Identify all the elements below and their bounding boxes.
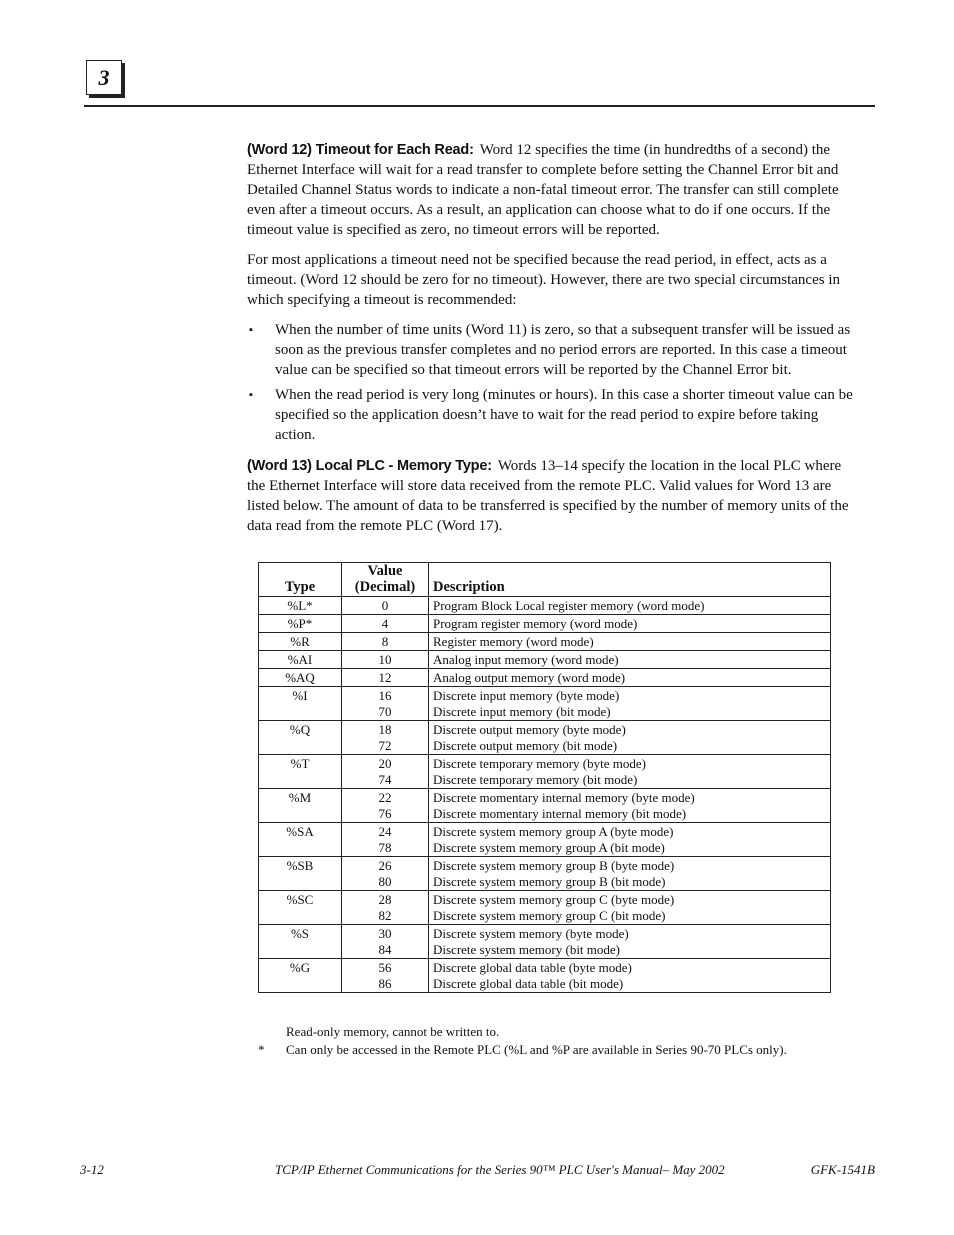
table-row xyxy=(259,789,831,823)
value-line: 8 xyxy=(381,634,389,649)
bullet-icon: ▪ xyxy=(249,389,253,401)
cell-type: %AI xyxy=(259,651,342,669)
value-line: 78 xyxy=(378,840,392,855)
value-line: 70 xyxy=(378,704,392,719)
header-value xyxy=(342,563,429,597)
cell-type: %AQ xyxy=(259,669,342,687)
description-line: Register memory (word mode) xyxy=(433,634,594,649)
word12-intro: Word 12 specifies the time (in hundredths of a second) the Ethernet Interface will wait for a read transfer to complete before setting the Channel Error bit and Detailed Channel Status words to indicate a non-fatal timeout error. The transfer can still complete even after a timeout occurs. As a result, an application can choose what to do if one occurs. If the timeout value is specified as zero, no timeout errors will be reported. xyxy=(247,142,839,238)
note-text: Can only be accessed in the Remote PLC (%L and %P are available in Series 90-70 PLCs only). xyxy=(286,1042,787,1057)
bullet-icon: ▪ xyxy=(249,324,253,336)
description-line: Discrete system memory group C (bit mode) xyxy=(433,908,666,923)
cell-value xyxy=(342,687,429,721)
list-item xyxy=(247,320,859,380)
cell-type: %SB xyxy=(259,857,342,891)
description-line: Discrete momentary internal memory (bit mode) xyxy=(433,806,687,821)
memory-type-table xyxy=(258,562,831,993)
cell-type: %M xyxy=(259,789,342,823)
description-line: Discrete input memory (byte mode) xyxy=(433,688,620,703)
value-line: 12 xyxy=(378,670,392,685)
value-line: 28 xyxy=(378,892,392,907)
word12-paragraph xyxy=(247,140,859,240)
timeout-bullet-list xyxy=(247,320,859,445)
description-line: Program Block Local register memory (word mode) xyxy=(433,598,705,613)
word12-heading: (Word 12) Timeout for Each Read: xyxy=(247,142,474,158)
cell-value xyxy=(342,651,429,669)
table-row xyxy=(259,959,831,993)
value-line: 82 xyxy=(378,908,392,923)
cell-description xyxy=(429,615,831,633)
value-line: 24 xyxy=(378,824,392,839)
cell-description xyxy=(429,721,831,755)
cell-type: %T xyxy=(259,755,342,789)
word13-heading: (Word 13) Local PLC - Memory Type: xyxy=(247,458,492,474)
value-line: 0 xyxy=(381,598,389,613)
description-line: Discrete global data table (byte mode) xyxy=(433,960,632,975)
cell-description xyxy=(429,687,831,721)
value-line: 80 xyxy=(378,874,392,889)
note-mark: * xyxy=(258,1042,265,1057)
cell-value xyxy=(342,597,429,615)
table-header-row xyxy=(259,563,831,597)
cell-value xyxy=(342,857,429,891)
description-line: Analog input memory (word mode) xyxy=(433,652,619,667)
page-number: 3-12 xyxy=(80,1162,104,1177)
cell-description xyxy=(429,891,831,925)
bullet-text: When the read period is very long (minutes or hours). In this case a shorter timeout value can be specified so the application doesn’t have to wait for the read period to expire before taking action. xyxy=(275,387,853,443)
value-line: 22 xyxy=(378,790,392,805)
cell-value xyxy=(342,789,429,823)
chapter-number: 3 xyxy=(98,64,110,90)
description-line: Discrete system memory group A (byte mode) xyxy=(433,824,674,839)
cell-description xyxy=(429,597,831,615)
description-line: Program register memory (word mode) xyxy=(433,616,638,631)
cell-value xyxy=(342,823,429,857)
value-line: 10 xyxy=(378,652,392,667)
description-line: Discrete momentary internal memory (byte mode) xyxy=(433,790,695,805)
cell-description xyxy=(429,925,831,959)
cell-value xyxy=(342,755,429,789)
description-line: Discrete temporary memory (bit mode) xyxy=(433,772,638,787)
description-line: Discrete system memory group C (byte mode) xyxy=(433,892,675,907)
cell-description xyxy=(429,633,831,651)
chapter-number-box xyxy=(86,60,122,95)
note-remote-only xyxy=(258,1041,858,1059)
cell-description xyxy=(429,823,831,857)
cell-type: %P* xyxy=(259,615,342,633)
note-read-only xyxy=(258,1023,858,1041)
table-row xyxy=(259,597,831,615)
description-line: Discrete system memory group B (byte mode) xyxy=(433,858,675,873)
value-line: 30 xyxy=(378,926,392,941)
description-line: Discrete output memory (bit mode) xyxy=(433,738,618,753)
description-line: Discrete system memory group A (bit mode) xyxy=(433,840,665,855)
cell-value xyxy=(342,891,429,925)
cell-description xyxy=(429,857,831,891)
value-line: 76 xyxy=(378,806,392,821)
table-row xyxy=(259,633,831,651)
table-row xyxy=(259,755,831,789)
cell-description xyxy=(429,959,831,993)
value-line: 18 xyxy=(378,722,392,737)
cell-description xyxy=(429,651,831,669)
description-line: Discrete output memory (byte mode) xyxy=(433,722,626,737)
table-row xyxy=(259,687,831,721)
cell-type: %SC xyxy=(259,891,342,925)
cell-description xyxy=(429,669,831,687)
cell-value xyxy=(342,633,429,651)
word12-paragraph-2: For most applications a timeout need not be specified because the read period, in effect, acts as a timeout. (Word 12 should be zero for no timeout). However, there are two special circumstances in which specifying a timeout is recommended: xyxy=(247,252,840,308)
description-line: Discrete system memory (bit mode) xyxy=(433,942,621,957)
table-row xyxy=(259,721,831,755)
table-row xyxy=(259,823,831,857)
description-line: Discrete system memory (byte mode) xyxy=(433,926,629,941)
header-value-line2: (Decimal) xyxy=(354,579,416,595)
cell-type: %G xyxy=(259,959,342,993)
cell-type: %I xyxy=(259,687,342,721)
cell-value xyxy=(342,615,429,633)
cell-value xyxy=(342,721,429,755)
description-line: Analog output memory (word mode) xyxy=(433,670,626,685)
word13-paragraph xyxy=(247,456,859,536)
cell-description xyxy=(429,755,831,789)
bullet-text: When the number of time units (Word 11) is zero, so that a subsequent transfer will be issued as soon as the previous transfer completes and no period errors are reported. In this case a timeout value can be specified so that timeout errors will be reported by the Channel Error bit. xyxy=(275,322,851,378)
table-row xyxy=(259,857,831,891)
word13-intro: Words 13–14 specify the location in the local PLC where the Ethernet Interface will store data received from the remote PLC. Valid values for Word 13 are listed below. The amount of data to be transferred is specified by the number of memory units of the data read from the remote PLC (Word 17). xyxy=(247,458,849,534)
cell-description xyxy=(429,789,831,823)
cell-type: %S xyxy=(259,925,342,959)
cell-value xyxy=(342,669,429,687)
table-row xyxy=(259,615,831,633)
description-line: Discrete temporary memory (byte mode) xyxy=(433,756,646,771)
cell-type: %SA xyxy=(259,823,342,857)
value-line: 72 xyxy=(378,738,392,753)
cell-type: %L* xyxy=(259,597,342,615)
document-id: GFK-1541B xyxy=(810,1162,875,1177)
header-type: Type xyxy=(259,563,342,597)
table-row xyxy=(259,925,831,959)
header-rule xyxy=(84,105,875,107)
list-item xyxy=(247,385,859,445)
header-description: Description xyxy=(429,563,831,597)
value-line: 4 xyxy=(381,616,389,631)
value-line: 56 xyxy=(378,960,392,975)
footer-title: TCP/IP Ethernet Communications for the Series 90™ PLC User's Manual– May 2002 xyxy=(275,1162,725,1177)
description-line: Discrete global data table (bit mode) xyxy=(433,976,624,991)
description-line: Discrete input memory (bit mode) xyxy=(433,704,611,719)
table-row xyxy=(259,651,831,669)
cell-type: %Q xyxy=(259,721,342,755)
value-line: 20 xyxy=(378,756,392,771)
header-value-line1: Value xyxy=(367,563,403,579)
table-row xyxy=(259,669,831,687)
value-line: 84 xyxy=(378,942,392,957)
value-line: 74 xyxy=(378,772,392,787)
value-line: 26 xyxy=(378,858,392,873)
table-notes xyxy=(258,1023,858,1059)
value-line: 86 xyxy=(378,976,392,991)
value-line: 16 xyxy=(378,688,392,703)
note-text: Read-only memory, cannot be written to. xyxy=(286,1024,500,1039)
memory-table-body xyxy=(259,597,831,993)
cell-type: %R xyxy=(259,633,342,651)
table-row xyxy=(259,891,831,925)
cell-value xyxy=(342,925,429,959)
description-line: Discrete system memory group B (bit mode) xyxy=(433,874,666,889)
cell-value xyxy=(342,959,429,993)
main-content xyxy=(247,140,859,546)
